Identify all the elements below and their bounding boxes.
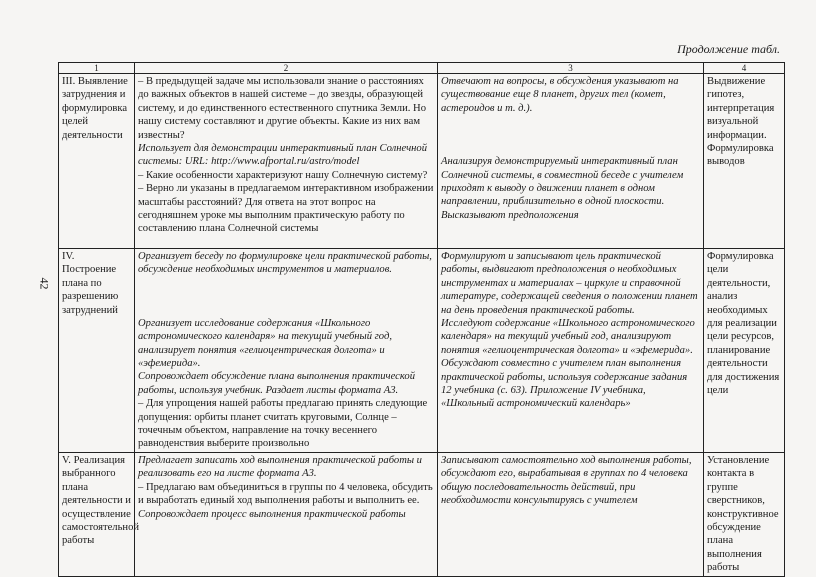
header-row xyxy=(59,63,785,74)
header-col-2: 2 xyxy=(135,63,438,74)
students-activity-cell xyxy=(438,452,704,576)
continuation-label: Продолжение табл. xyxy=(677,42,780,56)
teacher-paragraph: Использует для демонстрации интерактивный план Солнечной системы: URL: http://www.afportal.ru/astro/model xyxy=(138,143,428,168)
teacher-paragraph: Предлагает записать ход выполнения практической работы и реализовать его на листе формата А3. xyxy=(138,454,422,480)
teacher-paragraph: Сопровождает процесс выполнения практической работы xyxy=(138,508,406,520)
table-row xyxy=(59,249,785,453)
teacher-paragraph: Сопровождает обсуждение плана выполнения практической работы, используя учебник. Раздает листы формата А3. xyxy=(138,371,416,396)
students-paragraph: Анализируя демонстрируемый интерактивный план Солнечной системы, в совместной беседе с учителем приходят к выводу о движении планет в одном направлении, приблизительно в одной плоскости. Высказывают предположения xyxy=(441,156,684,221)
header-col-4: 4 xyxy=(704,63,785,74)
teacher-activity-cell xyxy=(135,249,438,453)
teacher-paragraph: – Верно ли указаны в предлагаемом интерактивном изображении масштабы расстояний? Для ответа на этот вопрос на сегодняшнем уроке мы выполним практическую работу по составлению плана Солнечной системы xyxy=(138,183,434,235)
teacher-paragraph: – В предыдущей задаче мы использовали знание о расстояниях до важных объектов в нашей системе – до звезды, образующей систему, и до единственного естественного спутника Земли. Но нашу систему составляют и другие объекты. Какие из них вам известны? xyxy=(138,76,427,141)
teacher-paragraph: – Для упрощения нашей работы предлагаю принять следующие допущения: орбиты планет считать круговыми, Солнце – точечным объектом, направление на точку весеннего равноденствия выберите произвольно xyxy=(138,398,428,450)
students-paragraph: Записывают самостоятельно ход выполнения работы, обсуждают его, вырабатывая в группах по 4 человека общую последовательность действий, при необходимости консультируясь с учителем xyxy=(441,454,692,507)
students-activity-cell xyxy=(438,74,704,249)
stage-cell: V. Реализация выбранного плана деятельности и осуществление самостоятельной работы xyxy=(59,452,135,576)
outcome-cell: Установление контакта в группе сверстников, конструктивное обсуждение плана выполнения работы xyxy=(704,452,785,576)
table-row xyxy=(59,452,785,576)
header-col-3: 3 xyxy=(438,63,704,74)
students-paragraph: Отвечают на вопросы, в обсуждения указывают на существование еще 8 планет, других тел (комет, астероидов и т. д.). xyxy=(441,76,679,114)
teacher-activity-cell xyxy=(135,452,438,576)
students-paragraph: Исследуют содержание «Школьного астрономического календаря» на текущий учебный год, анализируют понятия «гелиоцентрическая долгота» и «эфемерида». xyxy=(441,318,695,356)
teacher-paragraph: – Предлагаю вам объединиться в группы по 4 человека, обсудить и выработать единый ход выполнения работы и выполнить ее. xyxy=(138,481,433,507)
students-paragraph: Формулируют и записывают цель практической работы, выдвигают предположения о необходимых инструментах и материалах – циркуле и справочной литературе, содержащей сведения о положении планет на день проведения практической работы. xyxy=(441,251,698,316)
lesson-table xyxy=(58,62,785,577)
outcome-cell: Формулировка цели деятельности, анализ необходимых для реализации цели ресурсов, планирование деятельности для достижения цели xyxy=(704,249,785,453)
teacher-paragraph: Организует беседу по формулировке цели практической работы, обсуждение необходимых инструментов и материалов. xyxy=(138,251,432,276)
table-row xyxy=(59,74,785,249)
stage-cell: IV. Построение плана по разрешению затруднений xyxy=(59,249,135,453)
header-col-1: 1 xyxy=(59,63,135,74)
teacher-paragraph: – Какие особенности характеризуют нашу Солнечную систему? xyxy=(138,169,428,181)
page-number: 42 xyxy=(37,277,52,290)
stage-cell: III. Выявление затруднения и формулировка целей деятельности xyxy=(59,74,135,249)
outcome-cell: Выдвижение гипотез, интерпретация визуальной информации. Формулировка выводов xyxy=(704,74,785,249)
teacher-activity-cell xyxy=(135,74,438,249)
teacher-paragraph: Организует исследование содержания «Школьного астрономического календаря» на текущий учебный год, анализирует понятия «гелиоцентрическая долгота» и «эфемерида». xyxy=(138,317,392,370)
students-activity-cell xyxy=(438,249,704,453)
students-paragraph: Обсуждают совместно с учителем план выполнения практической работы, используя содержание задания 12 учебника (с. 63). Приложение IV учебника, «Школьный астрономический календарь» xyxy=(441,358,688,410)
